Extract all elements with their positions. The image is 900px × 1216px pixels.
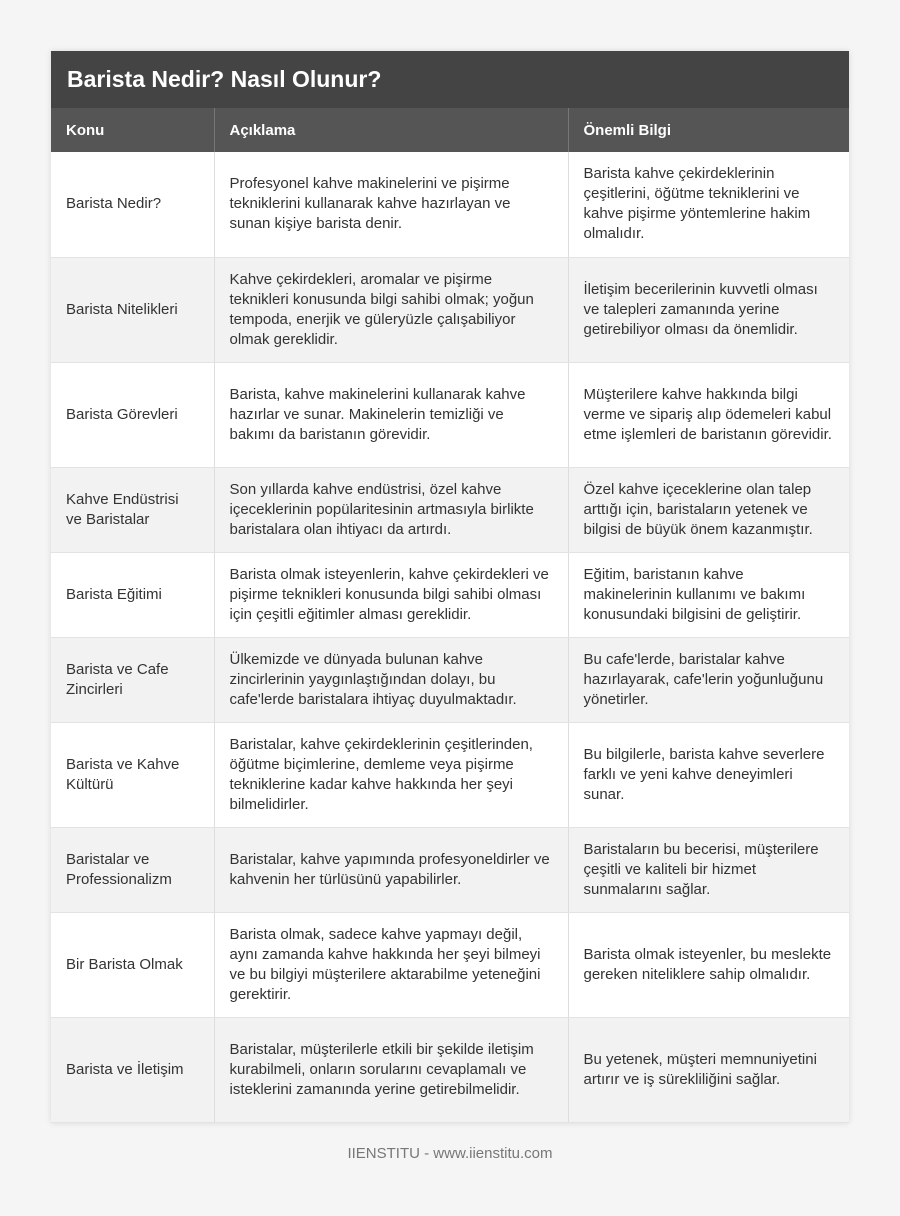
table-row — [51, 467, 849, 552]
column-header-info: Önemli Bilgi — [583, 121, 672, 139]
cell-topic: Barista Nitelikleri — [51, 257, 214, 362]
cell-info: Barista kahve çekirdeklerinin çeşitlerini, öğütme tekniklerini ve kahve pişirme yöntemlerine hakim olmalıdır. — [568, 152, 849, 257]
table-row — [51, 637, 849, 722]
cell-description: Baristalar, müşterilerle etkili bir şekilde iletişim kurabilmeli, onların sorularını cevaplamalı ve isteklerini zamanında yerine getirebilmelidir. — [214, 1017, 568, 1122]
cell-topic: Barista Görevleri — [51, 362, 214, 467]
cell-description: Kahve çekirdekleri, aromalar ve pişirme teknikleri konusunda bilgi sahibi olmak; yoğun tempoda, enerjik ve güleryüzle çalışabiliyor olmak gereklidir. — [214, 257, 568, 362]
cell-topic: Barista ve Kahve Kültürü — [51, 722, 214, 827]
cell-info: Bu cafe'lerde, baristalar kahve hazırlayarak, cafe'lerin yoğunluğunu yönetirler. — [568, 637, 849, 722]
cell-description: Ülkemizde ve dünyada bulunan kahve zincirlerinin yaygınlaştığından dolayı, bu cafe'lerde baristalara ihtiyaç duyulmaktadır. — [214, 637, 568, 722]
cell-info: Özel kahve içeceklerine olan talep arttığı için, baristaların yetenek ve bilgisi de büyük önem kazanmıştır. — [568, 467, 849, 552]
cell-topic: Barista Nedir? — [51, 152, 214, 257]
table-row — [51, 257, 849, 362]
cell-topic: Kahve Endüstrisi ve Baristalar — [51, 467, 214, 552]
cell-info: Bu bilgilerle, barista kahve severlere farklı ve yeni kahve deneyimleri sunar. — [568, 722, 849, 827]
cell-info: Baristaların bu becerisi, müşterilere çeşitli ve kaliteli bir hizmet sunmalarını sağlar. — [568, 827, 849, 912]
footer-credit: IIENSTITU - www.iienstitu.com — [347, 1145, 553, 1162]
cell-info: Eğitim, baristanın kahve makinelerinin kullanımı ve bakımı konusundaki bilgisini de geliştirir. — [568, 552, 849, 637]
cell-topic: Baristalar ve Professionalizm — [51, 827, 214, 912]
cell-info: Müşterilere kahve hakkında bilgi verme ve sipariş alıp ödemeleri kabul etme işlemleri de baristanın görevidir. — [568, 362, 849, 467]
cell-info: Bu yetenek, müşteri memnuniyetini artırır ve iş sürekliliğini sağlar. — [568, 1017, 849, 1122]
table-row — [51, 552, 849, 637]
cell-description: Baristalar, kahve çekirdeklerinin çeşitlerinden, öğütme biçimlerine, demleme veya pişirme tekniklerine kadar kahve hakkında her şeyi bilmelidirler. — [214, 722, 568, 827]
cell-info: İletişim becerilerinin kuvvetli olması ve talepleri zamanında yerine getirebiliyor olması da önemlidir. — [568, 257, 849, 362]
title-bar — [51, 51, 849, 108]
cell-info: Barista olmak isteyenler, bu meslekte gereken niteliklere sahip olmalıdır. — [568, 912, 849, 1017]
cell-topic: Barista ve Cafe Zincirleri — [51, 637, 214, 722]
cell-description: Barista, kahve makinelerini kullanarak kahve hazırlar ve sunar. Makinelerin temizliği ve bakımı da baristanın görevidir. — [214, 362, 568, 467]
cell-topic: Barista Eğitimi — [51, 552, 214, 637]
table-row — [51, 1017, 849, 1122]
table-row — [51, 827, 849, 912]
cell-description: Baristalar, kahve yapımında profesyoneldirler ve kahvenin her türlüsünü yapabilirler. — [214, 827, 568, 912]
table-header-row — [51, 108, 849, 152]
table-row — [51, 362, 849, 467]
column-header-topic: Konu — [51, 108, 214, 152]
page-title: Barista Nedir? Nasıl Olunur? — [67, 66, 382, 92]
cell-description: Son yıllarda kahve endüstrisi, özel kahve içeceklerinin popülaritesinin artmasıyla birlikte baristalara olan ihtiyacı da artırdı. — [214, 467, 568, 552]
info-card — [51, 51, 849, 1123]
cell-topic: Bir Barista Olmak — [51, 912, 214, 1017]
cell-topic: Barista ve İletişim — [51, 1017, 214, 1122]
column-header-description: Açıklama — [214, 108, 568, 152]
cell-description: Barista olmak isteyenlerin, kahve çekirdekleri ve pişirme teknikleri konusunda bilgi sahibi olması için çeşitli eğitimler alması gereklidir. — [214, 552, 568, 637]
cell-description: Barista olmak, sadece kahve yapmayı değil, aynı zamanda kahve hakkında her şeyi bilmeyi ve bu bilgiyi müşterilere aktarabilme yeteneğini gerektirir. — [214, 912, 568, 1017]
table-row — [51, 912, 849, 1017]
cell-description: Profesyonel kahve makinelerini ve pişirme tekniklerini kullanarak kahve hazırlayan ve sunan kişiye barista denir. — [214, 152, 568, 257]
info-table — [51, 108, 849, 1123]
table-row — [51, 152, 849, 257]
table-row — [51, 722, 849, 827]
